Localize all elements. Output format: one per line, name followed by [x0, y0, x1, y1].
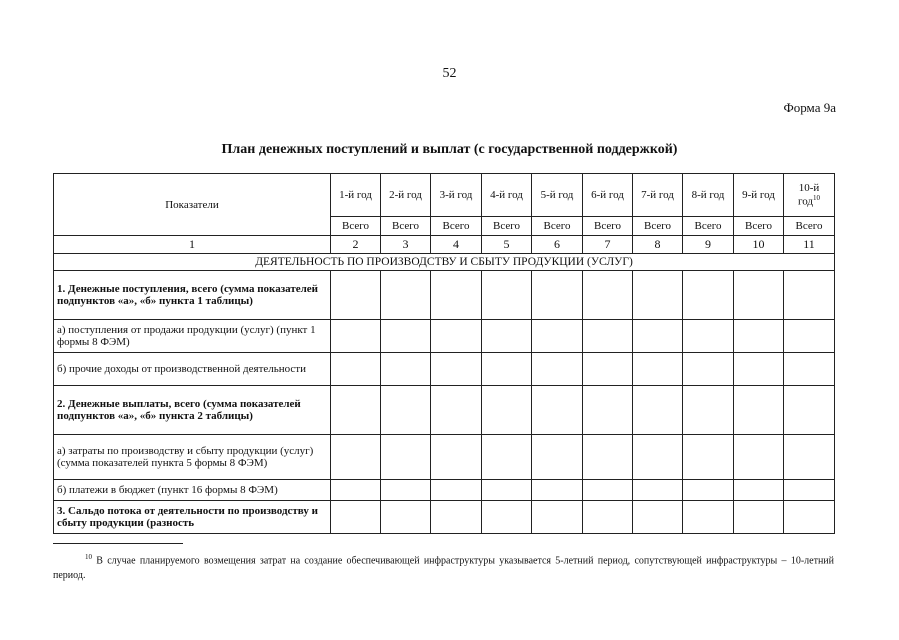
value-cell [431, 353, 482, 386]
value-cell [331, 501, 381, 534]
value-cell [784, 320, 835, 353]
value-cell [734, 353, 784, 386]
column-number: 7 [583, 236, 633, 254]
value-cell [583, 271, 633, 320]
value-cell [583, 480, 633, 501]
year-header: 9-й год [734, 174, 784, 217]
column-number: 10 [734, 236, 784, 254]
value-cell [583, 386, 633, 435]
column-number: 3 [381, 236, 431, 254]
total-header: Всего [734, 217, 784, 236]
total-header: Всего [633, 217, 683, 236]
year-header: 5-й год [532, 174, 583, 217]
value-cell [431, 386, 482, 435]
value-cell [583, 435, 633, 480]
cash-flow-plan-table [53, 173, 835, 534]
year-header-label: 10-й год [797, 182, 820, 208]
value-cell [431, 480, 482, 501]
value-cell [784, 271, 835, 320]
year-header: 1-й год [331, 174, 381, 217]
value-cell [633, 271, 683, 320]
column-number: 6 [532, 236, 583, 254]
value-cell [633, 435, 683, 480]
form-label: Форма 9а [783, 100, 836, 115]
footnote-text: В случае планируемого возмещения затрат на создание обеспечивающей инфраструктуры указывается 5-летний период, сопутствующей инфраструктуры – 10-летний период. [53, 555, 835, 582]
value-cell [381, 501, 431, 534]
total-header: Всего [482, 217, 532, 236]
column-number: 5 [482, 236, 532, 254]
value-cell [381, 320, 431, 353]
value-cell [784, 353, 835, 386]
value-cell [331, 480, 381, 501]
value-cell [683, 386, 734, 435]
value-cell [683, 480, 734, 501]
value-cell [482, 386, 532, 435]
value-cell [482, 320, 532, 353]
page-number: 52 [442, 66, 457, 81]
value-cell [381, 353, 431, 386]
total-header: Всего [331, 217, 381, 236]
year-header: 3-й год [431, 174, 482, 217]
value-cell [784, 501, 835, 534]
year-header: 7-й год [633, 174, 683, 217]
value-cell [583, 501, 633, 534]
value-cell [633, 501, 683, 534]
value-cell [381, 271, 431, 320]
value-cell [734, 480, 784, 501]
value-cell [431, 435, 482, 480]
year-header: 6-й год [583, 174, 633, 217]
year-header: 8-й год [683, 174, 734, 217]
row-label: 3. Сальдо потока от деятельности по производству и сбыту продукции (разность [54, 501, 331, 534]
value-cell [784, 435, 835, 480]
table-row [54, 501, 835, 534]
value-cell [381, 435, 431, 480]
value-cell [532, 320, 583, 353]
value-cell [633, 480, 683, 501]
value-cell [381, 480, 431, 501]
row-label: 1. Денежные поступления, всего (сумма показателей подпунктов «а», «б» пункта 1 таблицы) [54, 271, 331, 320]
value-cell [482, 353, 532, 386]
column-number: 11 [784, 236, 835, 254]
column-number: 9 [683, 236, 734, 254]
value-cell [734, 320, 784, 353]
value-cell [734, 501, 784, 534]
value-cell [633, 386, 683, 435]
table-row [54, 480, 835, 501]
value-cell [532, 501, 583, 534]
total-header: Всего [784, 217, 835, 236]
value-cell [784, 480, 835, 501]
value-cell [683, 501, 734, 534]
row-label: 2. Денежные выплаты, всего (сумма показателей подпунктов «а», «б» пункта 2 таблицы) [54, 386, 331, 435]
value-cell [633, 320, 683, 353]
section-title: ДЕЯТЕЛЬНОСТЬ ПО ПРОИЗВОДСТВУ И СБЫТУ ПРОДУКЦИИ (УСЛУГ) [54, 254, 835, 271]
column-number: 4 [431, 236, 482, 254]
year-header: 4-й год [482, 174, 532, 217]
value-cell [683, 435, 734, 480]
year-header: 2-й год [381, 174, 431, 217]
value-cell [532, 386, 583, 435]
table-row [54, 435, 835, 480]
value-cell [784, 386, 835, 435]
year-header-10 [784, 174, 835, 217]
value-cell [482, 435, 532, 480]
table-row [54, 271, 835, 320]
table-header-years-row [54, 174, 835, 217]
section-row [54, 254, 835, 271]
value-cell [583, 320, 633, 353]
value-cell [532, 435, 583, 480]
footnote [53, 550, 834, 583]
table-row [54, 353, 835, 386]
row-label: а) затраты по производству и сбыту продукции (услуг) (сумма показателей пункта 5 формы 8 ФЭМ) [54, 435, 331, 480]
row-label: б) прочие доходы от производственной деятельности [54, 353, 331, 386]
value-cell [482, 480, 532, 501]
footnote-reference: 10 [813, 194, 821, 203]
table-row [54, 320, 835, 353]
value-cell [482, 501, 532, 534]
column-number: 2 [331, 236, 381, 254]
footnote-separator [53, 543, 183, 544]
value-cell [431, 320, 482, 353]
total-header: Всего [431, 217, 482, 236]
value-cell [532, 271, 583, 320]
column-number: 8 [633, 236, 683, 254]
row-label: а) поступления от продажи продукции (услуг) (пункт 1 формы 8 ФЭМ) [54, 320, 331, 353]
value-cell [331, 386, 381, 435]
value-cell [734, 435, 784, 480]
row-label: б) платежи в бюджет (пункт 16 формы 8 ФЭМ) [54, 480, 331, 501]
value-cell [331, 320, 381, 353]
value-cell [683, 271, 734, 320]
value-cell [331, 435, 381, 480]
value-cell [683, 320, 734, 353]
value-cell [683, 353, 734, 386]
value-cell [482, 271, 532, 320]
value-cell [431, 271, 482, 320]
value-cell [583, 353, 633, 386]
value-cell [431, 501, 482, 534]
total-header: Всего [583, 217, 633, 236]
value-cell [532, 480, 583, 501]
table-row [54, 386, 835, 435]
indicator-header: Показатели [54, 174, 331, 236]
footnote-mark: 10 [85, 553, 92, 561]
value-cell [381, 386, 431, 435]
total-header: Всего [532, 217, 583, 236]
value-cell [331, 271, 381, 320]
value-cell [532, 353, 583, 386]
column-number-row [54, 236, 835, 254]
total-header: Всего [683, 217, 734, 236]
column-number: 1 [54, 236, 331, 254]
value-cell [331, 353, 381, 386]
document-title: План денежных поступлений и выплат (с государственной поддержкой) [221, 142, 678, 157]
value-cell [734, 386, 784, 435]
value-cell [633, 353, 683, 386]
total-header: Всего [381, 217, 431, 236]
value-cell [734, 271, 784, 320]
